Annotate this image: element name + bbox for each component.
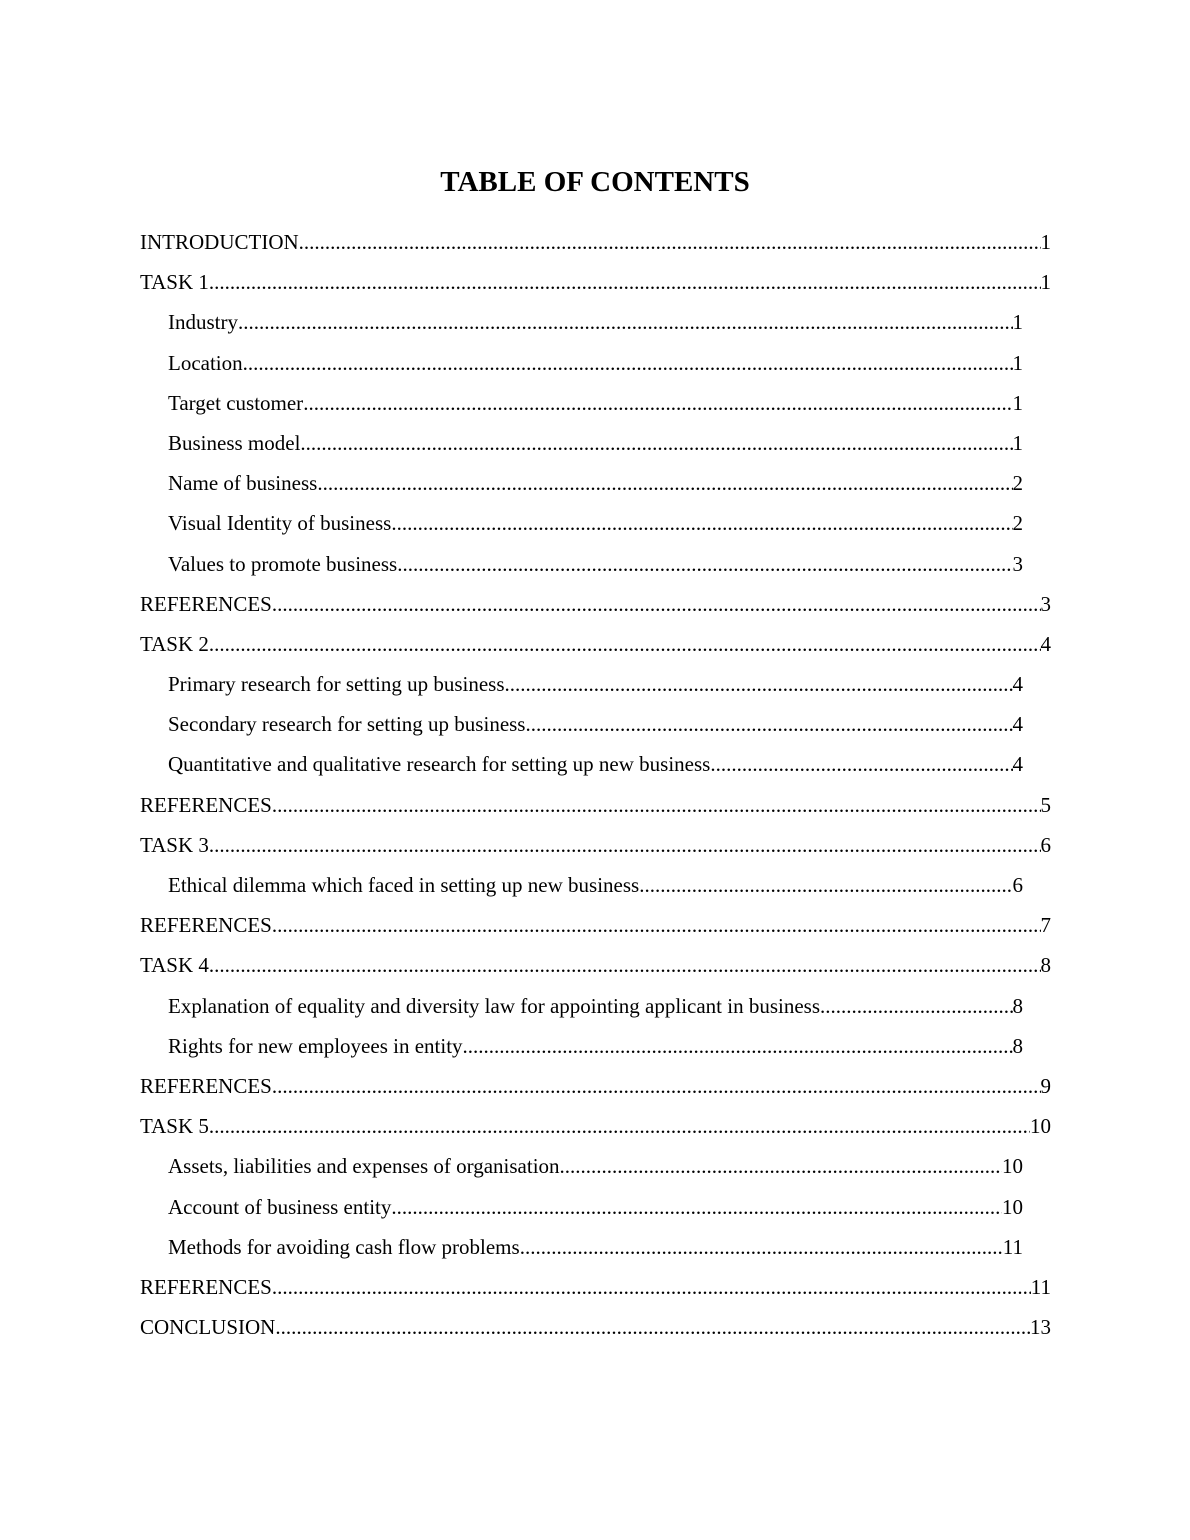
toc-entry-label: CONCLUSION (140, 1315, 276, 1340)
toc-entry-page-number: 9 (1040, 1073, 1051, 1098)
toc-dot-leader (710, 748, 1012, 780)
toc-entry-page-number: 5 (1040, 792, 1051, 817)
toc-entry[interactable] (140, 306, 1023, 346)
toc-entry[interactable] (140, 548, 1023, 588)
toc-entry[interactable] (140, 1150, 1023, 1190)
toc-dot-leader (820, 990, 1012, 1022)
toc-entry-page-number: 10 (1030, 1114, 1051, 1139)
toc-dot-leader (299, 226, 1041, 258)
toc-dot-leader (397, 548, 1012, 580)
toc-dot-leader (209, 1110, 1030, 1142)
toc-entry-page-number: 6 (1040, 832, 1051, 857)
toc-entry-label: Ethical dilemma which faced in setting up new business (168, 873, 640, 897)
toc-entry-page-number: 8 (1012, 1033, 1023, 1058)
toc-entry-page-number: 4 (1012, 672, 1023, 697)
toc-entry-label: TASK 1 (140, 270, 209, 295)
toc-entry[interactable] (140, 588, 1051, 628)
toc-entry-label: TASK 5 (140, 1114, 209, 1139)
toc-entry[interactable] (140, 990, 1023, 1030)
toc-title: TABLE OF CONTENTS (440, 166, 750, 198)
toc-entry-label: Primary research for setting up business (168, 672, 505, 697)
toc-entry[interactable] (140, 1191, 1023, 1231)
toc-entry[interactable] (140, 467, 1023, 507)
toc-entry-label: Location (168, 350, 243, 375)
toc-entry-label: REFERENCES (140, 913, 272, 938)
toc-entry-label: Explanation of equality and diversity law for appointing applicant in business (168, 993, 821, 1018)
toc-dot-leader (209, 949, 1041, 981)
toc-dot-leader (463, 1030, 1013, 1062)
toc-entry[interactable] (140, 387, 1023, 427)
toc-dot-leader (303, 387, 1012, 419)
toc-entry-label: REFERENCES (140, 1274, 272, 1299)
toc-entry[interactable] (140, 1110, 1051, 1150)
toc-entry-page-number: 1 (1012, 390, 1023, 415)
toc-entry[interactable] (140, 668, 1023, 708)
toc-dot-leader (272, 789, 1041, 821)
toc-entry-label: Account of business entity (168, 1194, 392, 1219)
toc-entry-page-number: 11 (1030, 1274, 1051, 1299)
toc-dot-leader (317, 467, 1012, 499)
toc-entry-label: Business model (168, 430, 301, 455)
toc-entry-label: REFERENCES (140, 591, 272, 616)
toc-entry-label: TASK 3 (140, 832, 209, 857)
toc-dot-leader (520, 1231, 1003, 1263)
toc-dot-leader (209, 829, 1041, 861)
toc-entry[interactable] (140, 347, 1023, 387)
toc-entry[interactable] (140, 628, 1051, 668)
toc-entry[interactable] (140, 1271, 1051, 1311)
toc-dot-leader (275, 1311, 1030, 1343)
toc-entry-label: Secondary research for setting up business (168, 712, 526, 737)
toc-entry-label: Target customer (168, 390, 304, 415)
toc-entry[interactable] (140, 869, 1023, 909)
toc-entry-label: Rights for new employees in entity (168, 1033, 463, 1058)
toc-dot-leader (238, 306, 1013, 338)
toc-dot-leader (272, 1070, 1041, 1102)
toc-dot-leader (209, 266, 1041, 298)
toc-entry[interactable] (140, 789, 1051, 829)
toc-entry-page-number: 11 (1002, 1234, 1023, 1259)
toc-entry-page-number: 1 (1012, 430, 1023, 455)
toc-entry[interactable] (140, 949, 1051, 989)
toc-entry[interactable] (140, 1070, 1051, 1110)
toc-entry[interactable] (140, 748, 1023, 788)
toc-entry-label: INTRODUCTION (140, 230, 299, 254)
toc-entry-label: TASK 2 (140, 631, 209, 656)
toc-entry-page-number: 2 (1012, 471, 1023, 496)
toc-dot-leader (391, 1191, 1002, 1223)
toc-entry-page-number: 4 (1040, 631, 1051, 656)
toc-list (140, 226, 1051, 1351)
toc-entry-label: Values to promote business (168, 551, 398, 576)
toc-entry-page-number: 3 (1012, 551, 1023, 576)
toc-dot-leader (272, 1271, 1031, 1303)
toc-dot-leader (272, 909, 1041, 941)
toc-entry[interactable] (140, 427, 1023, 467)
toc-entry-page-number: 13 (1030, 1315, 1051, 1340)
toc-dot-leader (272, 588, 1041, 620)
toc-dot-leader (209, 628, 1041, 660)
toc-entry-page-number: 4 (1012, 712, 1023, 737)
toc-entry-label: Industry (168, 310, 238, 335)
toc-entry-page-number: 1 (1012, 310, 1023, 335)
toc-entry-label: TASK 4 (140, 953, 209, 978)
toc-entry-label: Name of business (168, 471, 318, 496)
toc-dot-leader (505, 668, 1013, 700)
toc-entry-page-number: 1 (1040, 270, 1051, 295)
toc-dot-leader (639, 869, 1012, 901)
toc-entry-label: REFERENCES (140, 1073, 272, 1098)
toc-entry-page-number: 4 (1012, 752, 1023, 777)
toc-entry-page-number: 10 (1002, 1194, 1023, 1219)
toc-dot-leader (391, 507, 1012, 539)
toc-entry-page-number: 10 (1002, 1154, 1023, 1179)
toc-entry-label: REFERENCES (140, 792, 272, 817)
toc-entry-page-number: 1 (1040, 230, 1051, 254)
toc-dot-leader (243, 347, 1013, 379)
toc-entry[interactable] (140, 1030, 1023, 1070)
toc-entry-page-number: 8 (1012, 993, 1023, 1018)
toc-dot-leader (300, 427, 1012, 459)
toc-entry[interactable] (140, 1231, 1023, 1271)
toc-dot-leader (525, 708, 1012, 740)
toc-entry[interactable] (140, 507, 1023, 547)
toc-entry[interactable] (140, 266, 1051, 306)
toc-entry[interactable] (140, 226, 1051, 266)
toc-entry-page-number: 3 (1040, 591, 1051, 616)
toc-entry-label: Visual Identity of business (168, 511, 392, 536)
toc-entry-label: Methods for avoiding cash flow problems (168, 1234, 520, 1259)
toc-entry[interactable] (140, 829, 1051, 869)
toc-entry-page-number: 7 (1040, 913, 1051, 938)
toc-entry-page-number: 6 (1012, 873, 1023, 897)
toc-entry-label: Assets, liabilities and expenses of organisation (168, 1154, 560, 1179)
toc-entry-page-number: 8 (1040, 953, 1051, 978)
toc-entry[interactable] (140, 1311, 1051, 1351)
toc-entry-page-number: 2 (1012, 511, 1023, 536)
toc-entry-label: Quantitative and qualitative research for setting up new business (168, 752, 711, 777)
toc-entry[interactable] (140, 708, 1023, 748)
toc-dot-leader (560, 1150, 1002, 1182)
toc-entry-page-number: 1 (1012, 350, 1023, 375)
toc-entry[interactable] (140, 909, 1051, 949)
